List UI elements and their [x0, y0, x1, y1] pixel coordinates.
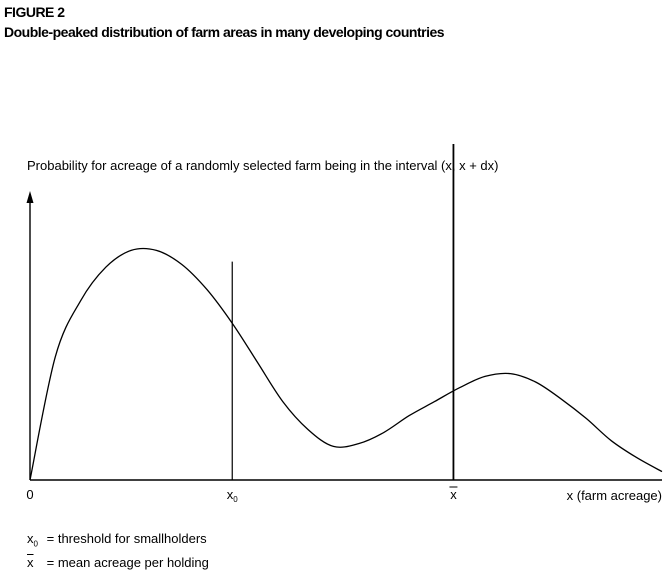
legend-item-threshold — [27, 530, 209, 554]
legend-symbol: $\overline{x}$ — [27, 554, 34, 570]
y-axis-arrowhead — [27, 191, 34, 203]
legend-symbol-sub: 0 — [33, 539, 38, 549]
legend-item-mean — [27, 554, 209, 572]
y-axis-label: Probability for acreage of a randomly selected farm being in the interval (x, x + dx) — [27, 158, 499, 173]
legend — [27, 530, 209, 572]
legend-text: = mean acreage per holding — [46, 554, 209, 570]
origin-tick-label: 0 — [26, 487, 34, 502]
threshold-tick-label: $x_0$ — [226, 487, 238, 504]
legend-symbol: x — [27, 531, 34, 546]
figure-title: Double-peaked distribution of farm areas in many developing countries — [4, 24, 445, 40]
distribution-curve — [30, 248, 662, 480]
legend-text: = threshold for smallholders — [46, 531, 207, 546]
x-axis-label: x (farm acreage) — [566, 488, 662, 503]
mean-tick-label: x — [450, 487, 457, 502]
figure-label: FIGURE 2 — [4, 4, 65, 20]
